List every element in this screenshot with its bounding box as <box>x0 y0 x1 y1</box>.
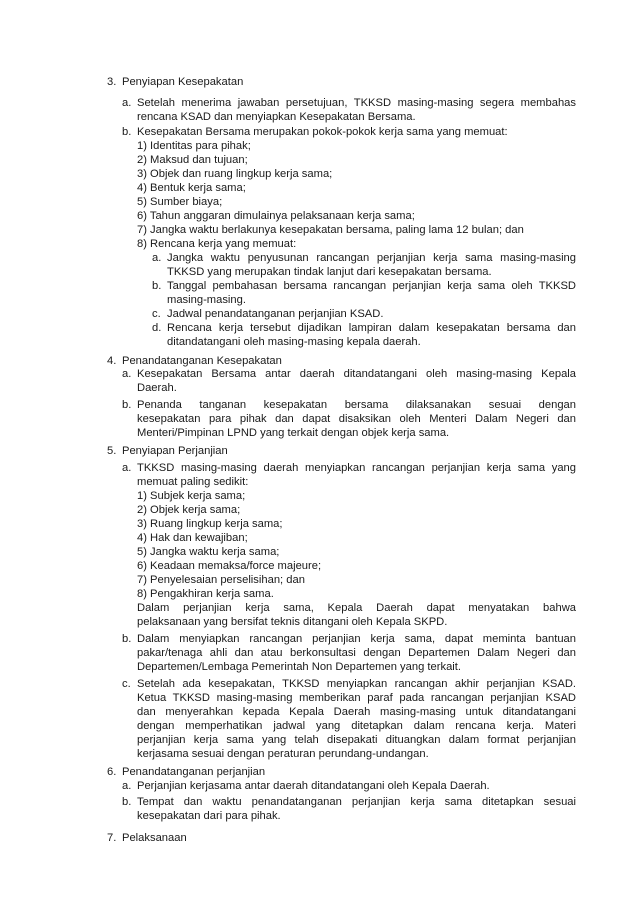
item-letter: a. <box>122 462 132 474</box>
item-letter: d. <box>152 322 162 334</box>
item-text: dengan memperhatikan jadwal yang ditetapkan dalam rencana kerja. Materi <box>137 720 576 732</box>
item-text: kesepakatan para pihak dan dapat disaksikan oleh Menteri Dalam Negeri dan <box>137 413 576 425</box>
list-item: 2) Maksud dan tujuan; <box>137 154 248 166</box>
section-6-title: Penandatanganan perjanjian <box>122 766 266 778</box>
section-4-number: 4. <box>107 355 117 367</box>
item-text: Penanda tanganan kesepakatan bersama dilaksanakan sesuai dengan <box>137 399 576 411</box>
section-5-title: Penyiapan Perjanjian <box>122 445 228 457</box>
item-text: ditandatangani oleh masing-masing kepala daerah. <box>167 336 421 348</box>
item-letter: b. <box>122 399 132 411</box>
item-letter: c. <box>122 678 131 690</box>
item-letter: b. <box>122 633 132 645</box>
list-item: 6) Tahun anggaran dimulainya pelaksanaan kerja sama; <box>137 210 415 222</box>
item-text: pelaksanaan yang bersifat teknis ditangani oleh Kepala SKPD. <box>137 616 448 628</box>
item-text: Kesepakatan Bersama merupakan pokok-pokok kerja sama yang memuat: <box>137 126 508 138</box>
item-text: Jadwal penandatanganan perjanjian KSAD. <box>167 308 384 320</box>
item-letter: b. <box>122 126 132 138</box>
list-item: 5) Jangka waktu kerja sama; <box>137 546 280 558</box>
item-text: Tanggal pembahasan bersama rancangan perjanjian kerja sama oleh TKKSD <box>167 280 576 292</box>
section-6-number: 6. <box>107 766 117 778</box>
item-letter: a. <box>152 252 162 264</box>
item-text: Rencana kerja tersebut dijadikan lampiran dalam kesepakatan bersama dan <box>167 322 576 334</box>
item-text: rencana KSAD dan menyiapkan Kesepakatan Bersama. <box>137 111 416 123</box>
item-text: Jangka waktu penyusunan rancangan perjanjian kerja sama masing-masing <box>167 252 576 264</box>
item-letter: a. <box>122 780 132 792</box>
section-3-title: Penyiapan Kesepakatan <box>122 76 244 88</box>
item-letter: c. <box>152 308 161 320</box>
item-text: Dalam menyiapkan rancangan perjanjian kerja sama, dapat meminta bantuan <box>137 633 576 645</box>
item-letter: b. <box>152 280 162 292</box>
item-text: Setelah ada kesepakatan, TKKSD menyiapkan rancangan akhir perjanjian KSAD. <box>137 678 576 690</box>
item-text: TKKSD yang merupakan tindak lanjut dari kesepakatan bersama. <box>167 266 492 278</box>
list-item: 3) Objek dan ruang lingkup kerja sama; <box>137 168 333 180</box>
item-letter: a. <box>122 368 132 380</box>
section-3-number: 3. <box>107 76 117 88</box>
item-text: kesepakatan dari para pihak. <box>137 810 281 822</box>
list-item: 2) Objek kerja sama; <box>137 504 241 516</box>
list-item: 4) Hak dan kewajiban; <box>137 532 248 544</box>
item-text: Departemen/Lembaga Pemerintah Non Departemen yang terkait. <box>137 661 461 673</box>
list-item: 7) Jangka waktu berlakunya kesepakatan bersama, paling lama 12 bulan; dan <box>137 224 524 236</box>
item-text: Tempat dan waktu penandatanganan perjanjian kerja sama ditetapkan sesuai <box>137 796 576 808</box>
list-item: 4) Bentuk kerja sama; <box>137 182 246 194</box>
item-text: Dalam perjanjian kerja sama, Kepala Daerah dapat menyatakan bahwa <box>137 602 576 614</box>
list-item: 7) Penyelesaian perselisihan; dan <box>137 574 305 586</box>
item-letter: a. <box>122 97 132 109</box>
item-text: Ketua TKKSD masing-masing memberikan paraf pada rancangan perjanjian KSAD <box>137 692 576 704</box>
item-text: Menteri/Pimpinan LPND yang terkait dengan objek kerja sama. <box>137 427 450 439</box>
section-7-title: Pelaksanaan <box>122 832 187 844</box>
list-item: 8) Pengakhiran kerja sama. <box>137 588 274 600</box>
list-item: 5) Sumber biaya; <box>137 196 223 208</box>
item-text: Perjanjian kerjasama antar daerah ditandatangani oleh Kepala Daerah. <box>137 780 490 792</box>
item-text: perjanjian kerja sama yang telah disepakati dituangkan dalam format perjanjian <box>137 734 576 746</box>
section-4-title: Penandatanganan Kesepakatan <box>122 355 282 367</box>
item-text: Kesepakatan Bersama antar daerah ditandatangani oleh masing-masing Kepala <box>137 368 576 380</box>
list-item: 8) Rencana kerja yang memuat: <box>137 238 297 250</box>
item-text: Setelah menerima jawaban persetujuan, TKKSD masing-masing segera membahas <box>137 97 576 109</box>
item-letter: b. <box>122 796 132 808</box>
item-text: masing-masing. <box>167 294 246 306</box>
item-text: memuat paling sedikit: <box>137 476 249 488</box>
item-text: pakar/tenaga ahli dan atau berkonsultasi dengan Departemen Dalam Negeri dan <box>137 647 576 659</box>
section-5-number: 5. <box>107 445 117 457</box>
section-7-number: 7. <box>107 832 117 844</box>
list-item: 6) Keadaan memaksa/force majeure; <box>137 560 322 572</box>
item-text: dan menyerahkan kepada Kepala Daerah masing-masing untuk ditandatangani <box>137 706 576 718</box>
list-item: 1) Identitas para pihak; <box>137 140 251 152</box>
item-text: kerjasama sesuai dengan peraturan perundang-undangan. <box>137 748 429 760</box>
item-text: Daerah. <box>137 382 177 394</box>
item-text: TKKSD masing-masing daerah menyiapkan rancangan perjanjian kerja sama yang <box>137 462 576 474</box>
list-item: 1) Subjek kerja sama; <box>137 490 246 502</box>
list-item: 3) Ruang lingkup kerja sama; <box>137 518 283 530</box>
